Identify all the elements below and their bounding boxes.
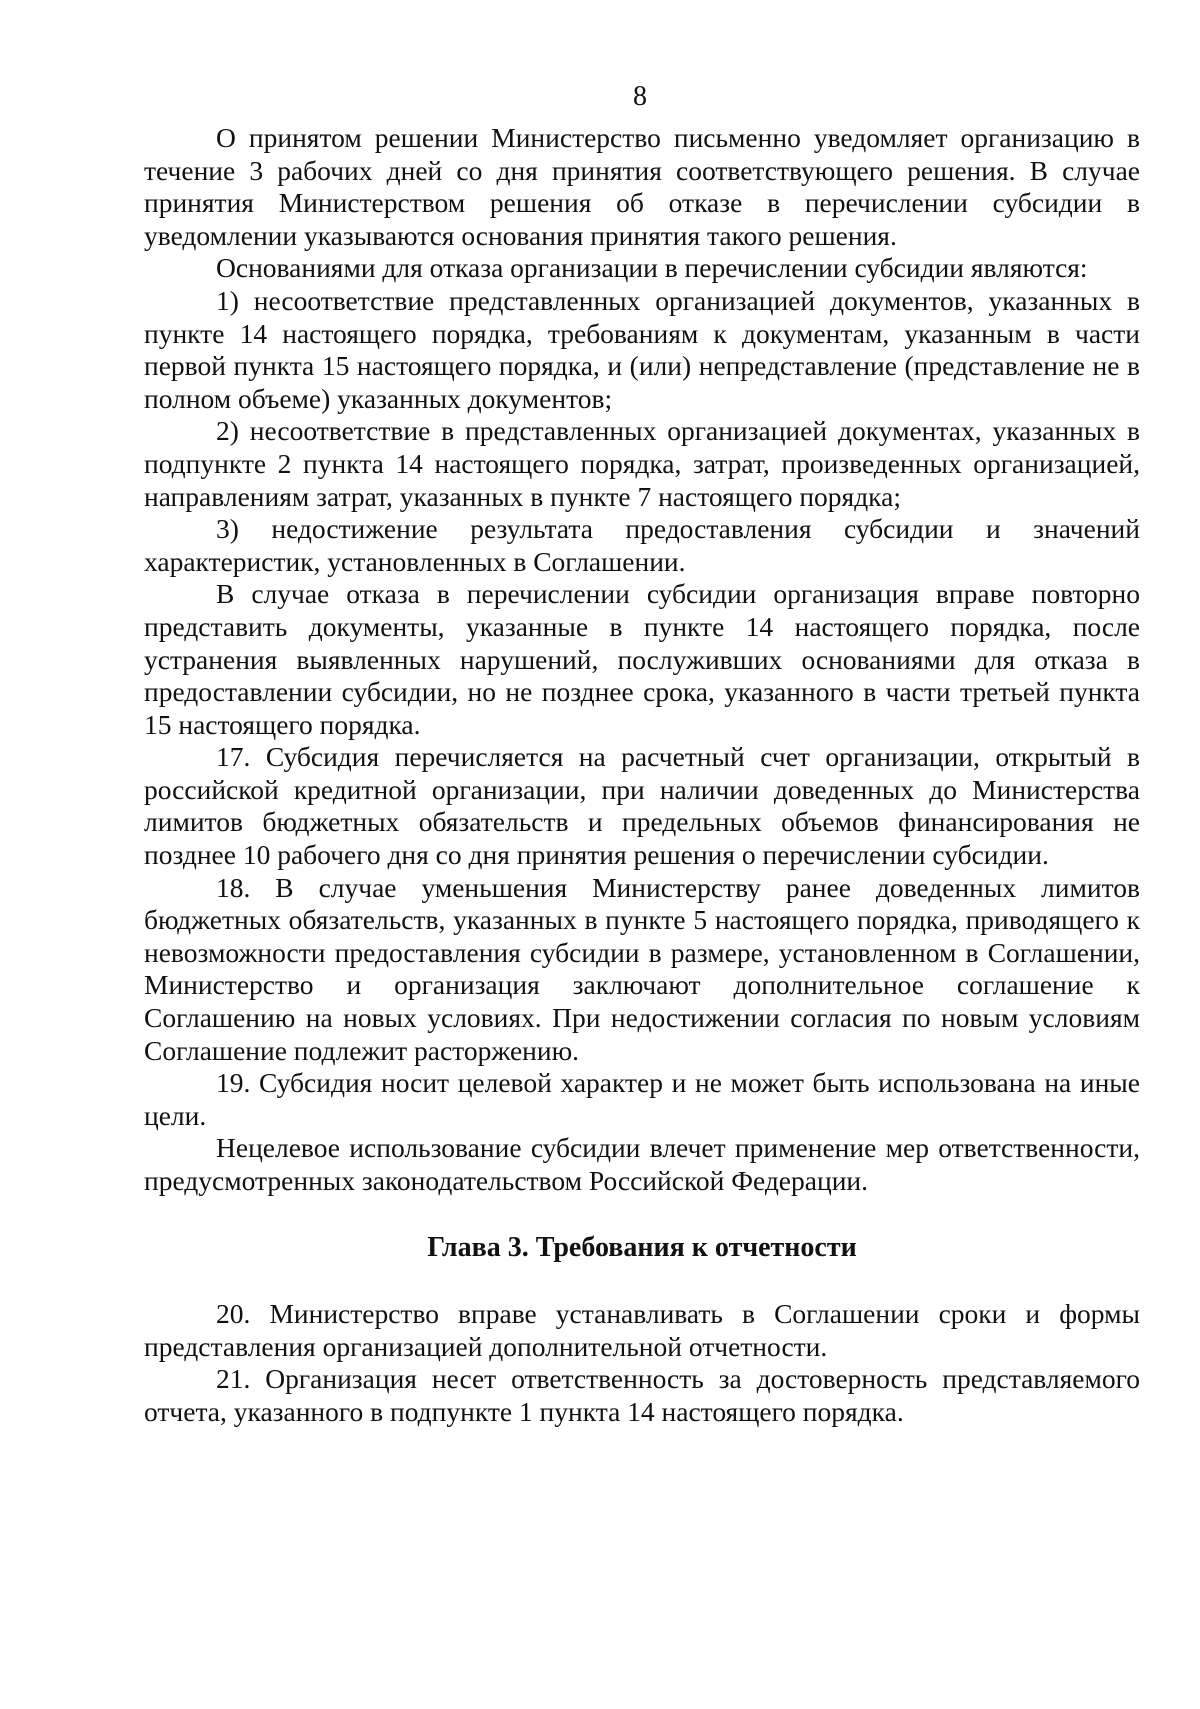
paragraph-item-19: 19. Субсидия носит целевой характер и не может быть использована на иные цели. bbox=[144, 1067, 1140, 1131]
document-body bbox=[144, 122, 1140, 1429]
chapter-heading: Глава 3. Требования к отчетности bbox=[427, 1231, 857, 1263]
paragraph-item-18: 18. В случае уменьшения Министерству ранее доведенных лимитов бюджетных обязательств, указанных в пункте 5 настоящего порядка, приводящего к невозможности предоставления субсидии в размере, установленном в Соглашении, Министерство и организация заключают дополнительное соглашение к Соглашению на новых условиях. При недостижении согласия по новым условиям Соглашение подлежит расторжению. bbox=[144, 871, 1140, 1066]
paragraph-ground-3: 3) недостижение результата предоставления субсидии и значений характеристик, установленных в Соглашении. bbox=[144, 513, 1140, 577]
paragraph-item-17: 17. Субсидия перечисляется на расчетный счет организации, открытый в российской кредитной организации, при наличии доведенных до Министерства лимитов бюджетных обязательств и предельных объемов финансирования не позднее 10 рабочего дня со дня принятия решения о перечислении субсидии. bbox=[144, 741, 1140, 871]
paragraph-notification: О принятом решении Министерство письменно уведомляет организацию в течение 3 рабочих дней со дня принятия соответствующего решения. В случае принятия Министерством решения об отказе в перечислении субсидии в уведомлении указываются основания принятия такого решения. bbox=[144, 122, 1140, 251]
paragraph-resubmission: В случае отказа в перечислении субсидии организация вправе повторно представить документы, указанные в пункте 14 настоящего порядка, после устранения выявленных нарушений, послуживших основаниями для отказа в предоставлении субсидии, но не позднее срока, указанного в части третьей пункта 15 настоящего порядка. bbox=[144, 578, 1140, 740]
page-number: 8 bbox=[633, 81, 647, 112]
paragraph-item-20: 20. Министерство вправе устанавливать в Соглашении сроки и формы представления организацией дополнительной отчетности. bbox=[144, 1298, 1140, 1362]
paragraph-misuse: Нецелевое использование субсидии влечет применение мер ответственности, предусмотренных законодательством Российской Федерации. bbox=[144, 1132, 1140, 1196]
paragraph-item-21: 21. Организация несет ответственность за достоверность представляемого отчета, указанного в подпункте 1 пункта 14 настоящего порядка. bbox=[144, 1363, 1140, 1427]
paragraph-refusal-grounds: Основаниями для отказа организации в перечислении субсидии являются: bbox=[216, 252, 1088, 284]
paragraph-ground-2: 2) несоответствие в представленных организацией документах, указанных в подпункте 2 пункта 14 настоящего порядка, затрат, произведенных организацией, направлениям затрат, указанных в пункте 7 настоящего порядка; bbox=[144, 415, 1140, 512]
paragraph-ground-1: 1) несоответствие представленных организацией документов, указанных в пункте 14 настоящего порядка, требованиям к документам, указанным в части первой пункта 15 настоящего порядка, и (или) непредставление (представление не в полном объеме) указанных документов; bbox=[144, 284, 1140, 414]
